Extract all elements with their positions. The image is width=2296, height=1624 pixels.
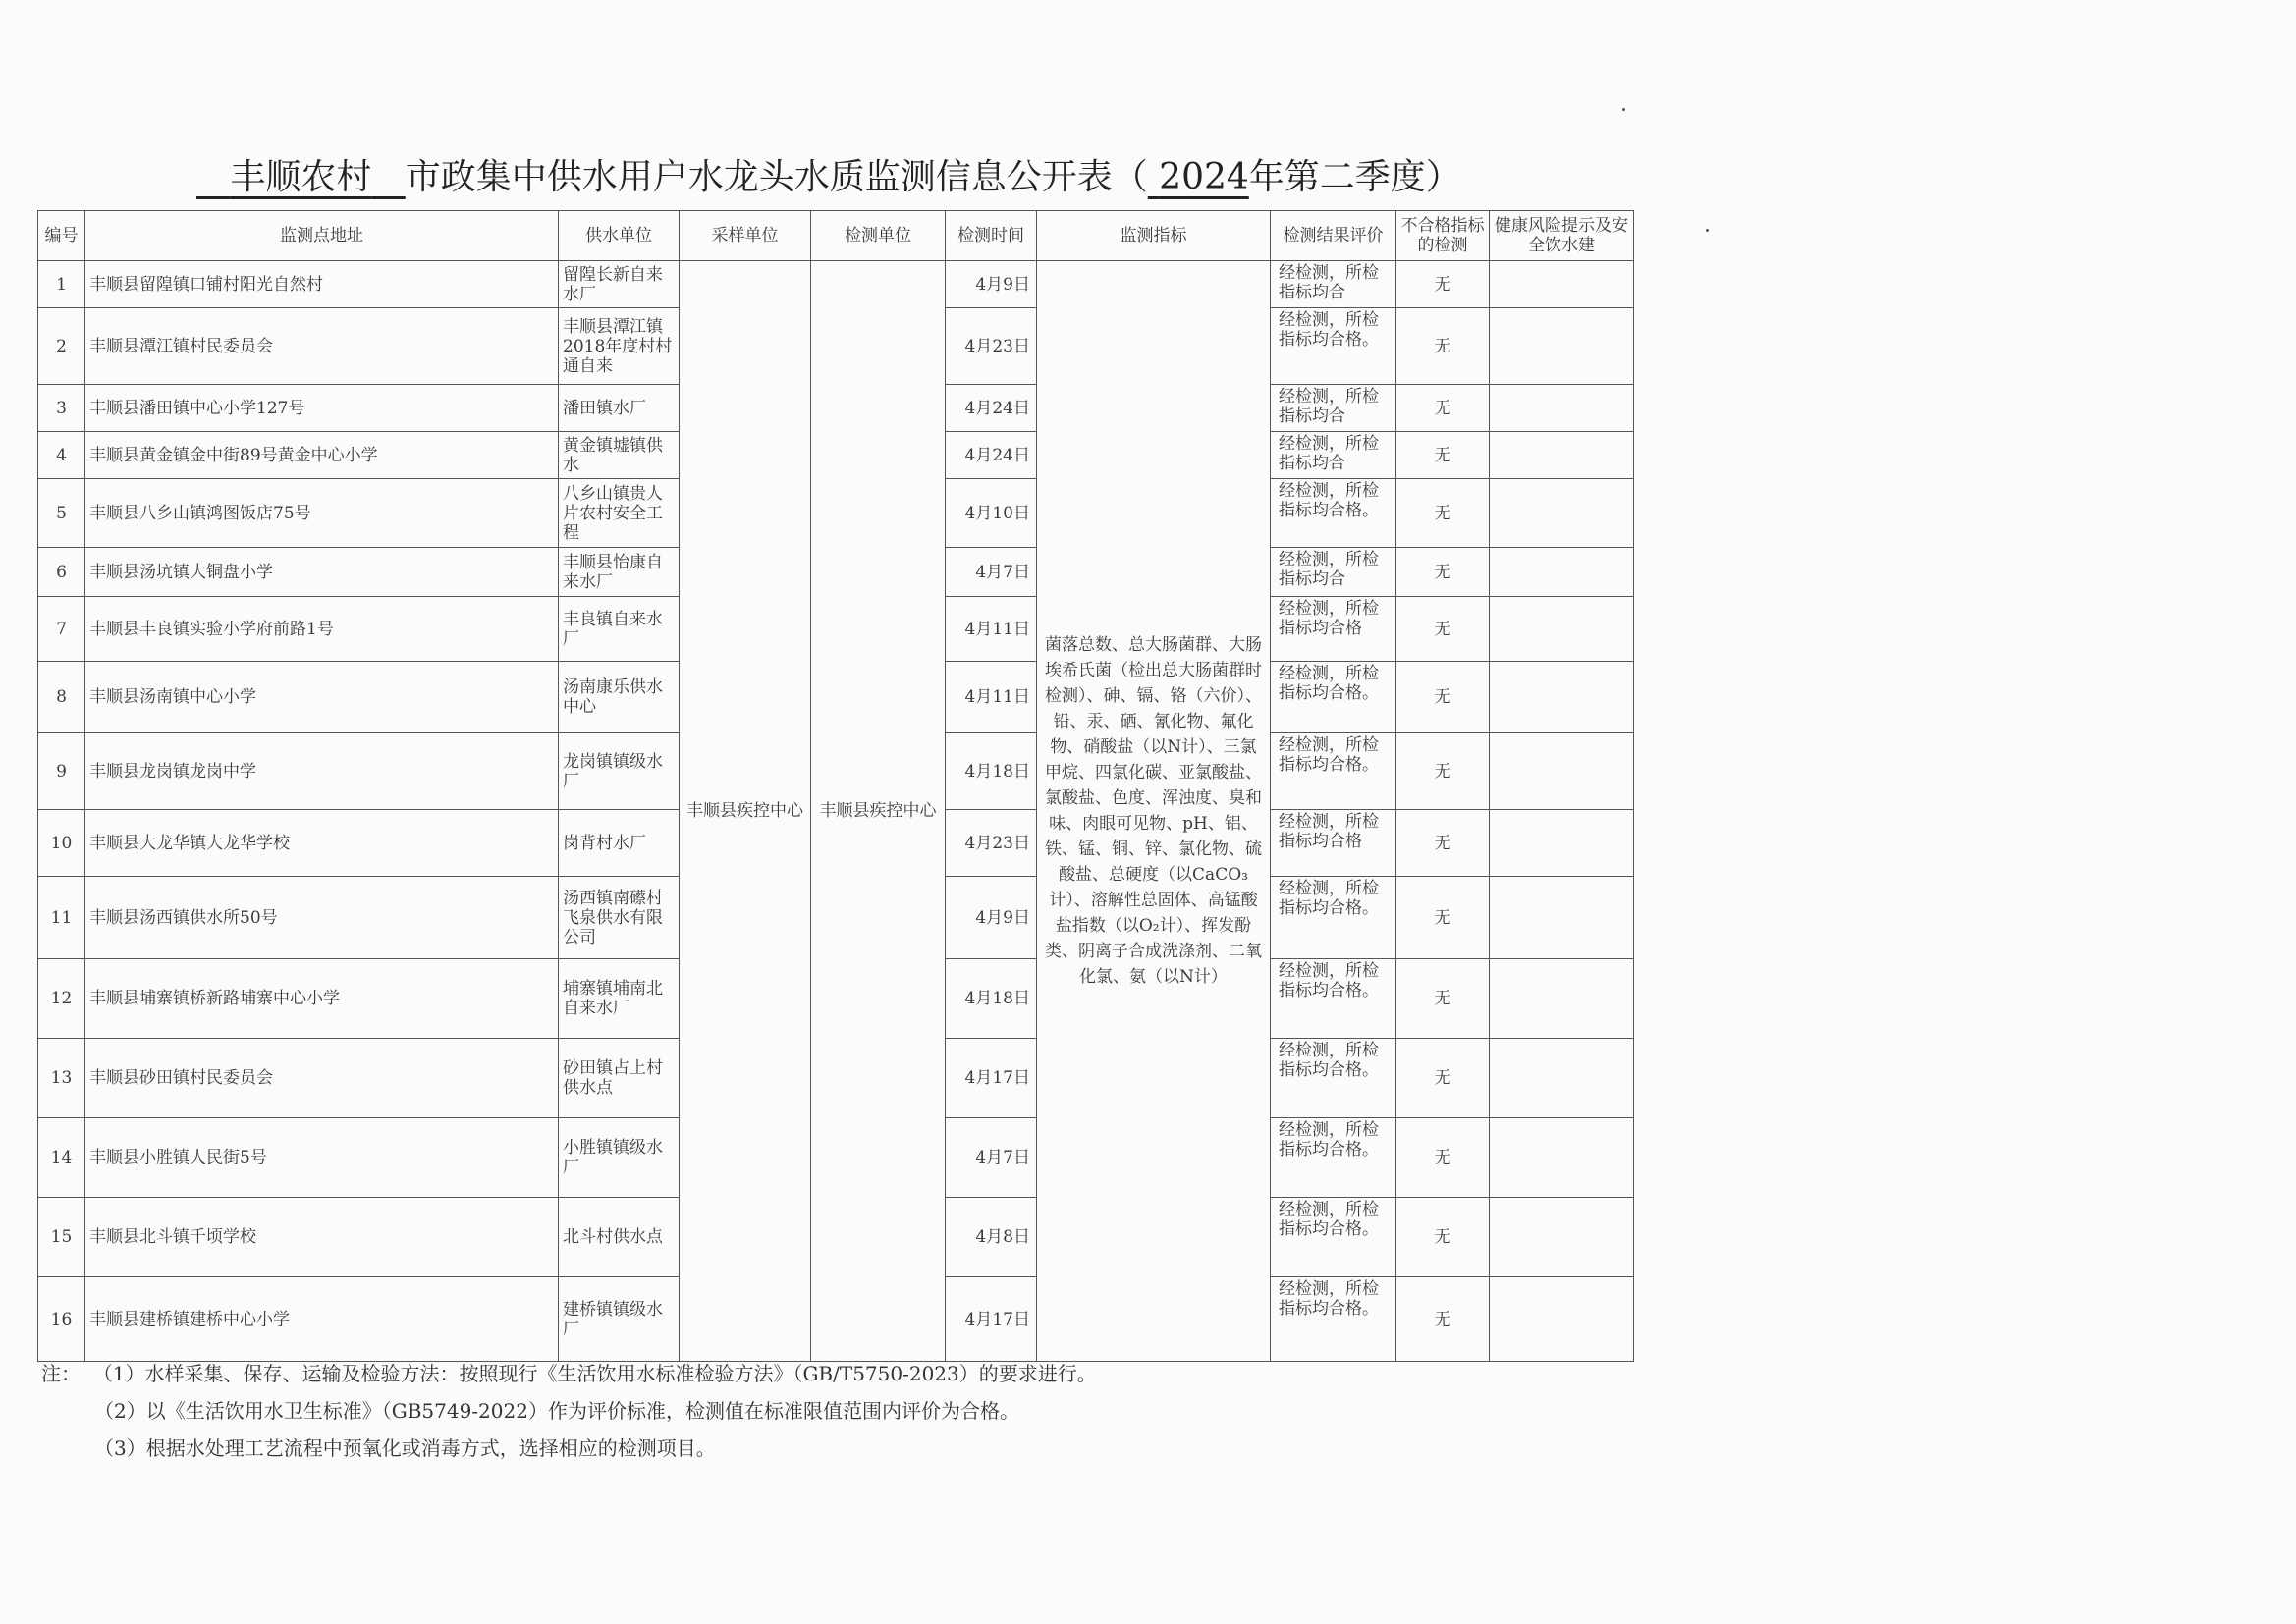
row-supplier: 建桥镇镇级水厂 [559,1277,680,1362]
header-address: 监测点地址 [85,211,559,261]
row-result: 经检测，所检指标均合格。 [1271,308,1396,385]
page-title [196,149,1461,199]
scan-speck [1706,229,1709,232]
row-supplier: 龙岗镇镇级水厂 [559,733,680,810]
row-health [1490,261,1634,308]
row-date: 4月10日 [946,479,1037,548]
row-number: 10 [38,810,85,877]
row-health [1490,1198,1634,1277]
title-prefix: 丰顺农村 [230,157,372,197]
row-supplier: 丰顺县怡康自来水厂 [559,548,680,597]
row-nonconform: 无 [1396,548,1490,597]
row-health [1490,662,1634,733]
row-number: 3 [38,385,85,432]
note-3: （3）根据水处理工艺流程中预氧化或消毒方式，选择相应的检测项目。 [94,1436,716,1460]
header-date: 检测时间 [946,211,1037,261]
row-number: 2 [38,308,85,385]
row-supplier: 留隍长新自来水厂 [559,261,680,308]
row-number: 11 [38,877,85,959]
row-nonconform: 无 [1396,810,1490,877]
row-supplier: 北斗村供水点 [559,1198,680,1277]
row-number: 1 [38,261,85,308]
water-quality-table [37,210,1634,1362]
row-health [1490,810,1634,877]
row-nonconform: 无 [1396,1039,1490,1118]
row-date: 4月11日 [946,597,1037,662]
table-row [38,261,1634,308]
row-nonconform: 无 [1396,385,1490,432]
header-testing: 检测单位 [811,211,946,261]
row-supplier: 砂田镇占上村供水点 [559,1039,680,1118]
row-date: 4月18日 [946,733,1037,810]
row-health [1490,1118,1634,1198]
row-address: 丰顺县潘田镇中心小学127号 [85,385,559,432]
row-date: 4月17日 [946,1277,1037,1362]
row-result: 经检测，所检指标均合格。 [1271,733,1396,810]
row-health [1490,479,1634,548]
row-number: 6 [38,548,85,597]
row-nonconform: 无 [1396,662,1490,733]
row-nonconform: 无 [1396,597,1490,662]
row-date: 4月7日 [946,1118,1037,1198]
header-no: 编号 [38,211,85,261]
row-result: 经检测，所检指标均合格。 [1271,662,1396,733]
row-result: 经检测，所检指标均合格。 [1271,1118,1396,1198]
row-supplier: 汤西镇南礤村飞泉供水有限公司 [559,877,680,959]
row-address: 丰顺县汤南镇中心小学 [85,662,559,733]
note-2: （2）以《生活饮用水卫生标准》（GB5749-2022）作为评价标准，检测值在标准限值范围内评价为合格。 [94,1399,1019,1423]
row-number: 8 [38,662,85,733]
note-1: 注： （1）水样采集、保存、运输及检验方法：按照现行《生活饮用水标准检验方法》（GB/T5750-2023）的要求进行。 [41,1362,1097,1385]
row-nonconform: 无 [1396,308,1490,385]
row-number: 9 [38,733,85,810]
row-health [1490,597,1634,662]
row-date: 4月17日 [946,1039,1037,1118]
row-number: 7 [38,597,85,662]
row-health [1490,308,1634,385]
row-result: 经检测，所检指标均合格。 [1271,1277,1396,1362]
row-health [1490,959,1634,1039]
row-nonconform: 无 [1396,959,1490,1039]
row-nonconform: 无 [1396,877,1490,959]
row-date: 4月9日 [946,877,1037,959]
header-health: 健康风险提示及安全饮水建 [1490,211,1634,261]
row-address: 丰顺县潭江镇村民委员会 [85,308,559,385]
row-address: 丰顺县汤西镇供水所50号 [85,877,559,959]
row-address: 丰顺县建桥镇建桥中心小学 [85,1277,559,1362]
row-health [1490,432,1634,479]
row-result: 经检测，所检指标均合格。 [1271,1039,1396,1118]
row-number: 14 [38,1118,85,1198]
row-address: 丰顺县留隍镇口铺村阳光自然村 [85,261,559,308]
notes [41,1355,1097,1467]
header-supplier: 供水单位 [559,211,680,261]
notes-label: 注： [41,1362,81,1385]
row-health [1490,548,1634,597]
row-result: 经检测，所检指标均合格。 [1271,877,1396,959]
row-supplier: 八乡山镇贵人片农村安全工程 [559,479,680,548]
header-sampling: 采样单位 [680,211,811,261]
row-health [1490,385,1634,432]
row-address: 丰顺县汤坑镇大铜盘小学 [85,548,559,597]
row-nonconform: 无 [1396,432,1490,479]
row-health [1490,1277,1634,1362]
testing-unit-cell: 丰顺县疾控中心 [811,261,946,1362]
row-date: 4月24日 [946,385,1037,432]
row-result: 经检测，所检指标均合格。 [1271,479,1396,548]
row-number: 5 [38,479,85,548]
scan-speck [1622,108,1625,111]
row-address: 丰顺县龙岗镇龙岗中学 [85,733,559,810]
indicators-cell: 菌落总数、总大肠菌群、大肠埃希氏菌（检出总大肠菌群时检测）、砷、镉、铬（六价）、铅、汞、硒、氰化物、氟化物、硝酸盐（以N计）、三氯甲烷、四氯化碳、亚氯酸盐、氯酸盐、色度、浑浊度、臭和味、肉眼可见物、pH、铝、铁、锰、铜、锌、氯化物、硫酸盐、总硬度（以CaCO₃计）、溶解性总固体、高锰酸盐指数（以O₂计）、挥发酚类、阴离子合成洗涤剂、二氧化氯、氨（以N计） [1037,261,1271,1362]
row-nonconform: 无 [1396,479,1490,548]
title-main: 市政集中供水用户水龙头水质监测信息公开表（ [405,157,1148,197]
row-nonconform: 无 [1396,733,1490,810]
row-address: 丰顺县八乡山镇鸿图饭店75号 [85,479,559,548]
row-supplier: 岗背村水厂 [559,810,680,877]
row-supplier: 丰顺县潭江镇2018年度村村通自来 [559,308,680,385]
row-result: 经检测，所检指标均合格 [1271,597,1396,662]
header-result: 检测结果评价 [1271,211,1396,261]
table-header-row [38,211,1634,261]
row-date: 4月8日 [946,1198,1037,1277]
row-number: 15 [38,1198,85,1277]
row-address: 丰顺县砂田镇村民委员会 [85,1039,559,1118]
row-number: 13 [38,1039,85,1118]
row-result: 经检测，所检指标均合 [1271,548,1396,597]
row-nonconform: 无 [1396,1277,1490,1362]
row-date: 4月24日 [946,432,1037,479]
row-date: 4月11日 [946,662,1037,733]
row-result: 经检测，所检指标均合 [1271,261,1396,308]
row-supplier: 丰良镇自来水厂 [559,597,680,662]
row-result: 经检测，所检指标均合格 [1271,810,1396,877]
row-date: 4月18日 [946,959,1037,1039]
row-address: 丰顺县大龙华镇大龙华学校 [85,810,559,877]
row-supplier: 汤南康乐供水中心 [559,662,680,733]
title-year: 2024 [1159,157,1249,197]
title-suffix: 年第二季度） [1248,157,1461,197]
header-nonconform: 不合格指标的检测 [1396,211,1490,261]
row-supplier: 小胜镇镇级水厂 [559,1118,680,1198]
row-address: 丰顺县小胜镇人民街5号 [85,1118,559,1198]
row-result: 经检测，所检指标均合 [1271,385,1396,432]
row-result: 经检测，所检指标均合 [1271,432,1396,479]
row-health [1490,733,1634,810]
row-address: 丰顺县埔寨镇桥新路埔寨中心小学 [85,959,559,1039]
row-nonconform: 无 [1396,1198,1490,1277]
row-health [1490,877,1634,959]
row-date: 4月7日 [946,548,1037,597]
row-address: 丰顺县丰良镇实验小学府前路1号 [85,597,559,662]
row-result: 经检测，所检指标均合格。 [1271,959,1396,1039]
row-nonconform: 无 [1396,1118,1490,1198]
row-number: 12 [38,959,85,1039]
row-address: 丰顺县黄金镇金中街89号黄金中心小学 [85,432,559,479]
row-address: 丰顺县北斗镇千顷学校 [85,1198,559,1277]
row-health [1490,1039,1634,1118]
row-result: 经检测，所检指标均合格。 [1271,1198,1396,1277]
row-nonconform: 无 [1396,261,1490,308]
row-supplier: 埔寨镇埔南北自来水厂 [559,959,680,1039]
row-supplier: 潘田镇水厂 [559,385,680,432]
sampling-unit-cell: 丰顺县疾控中心 [680,261,811,1362]
row-number: 16 [38,1277,85,1362]
row-date: 4月23日 [946,810,1037,877]
row-date: 4月23日 [946,308,1037,385]
row-supplier: 黄金镇墟镇供水 [559,432,680,479]
row-date: 4月9日 [946,261,1037,308]
header-indicators: 监测指标 [1037,211,1271,261]
row-number: 4 [38,432,85,479]
